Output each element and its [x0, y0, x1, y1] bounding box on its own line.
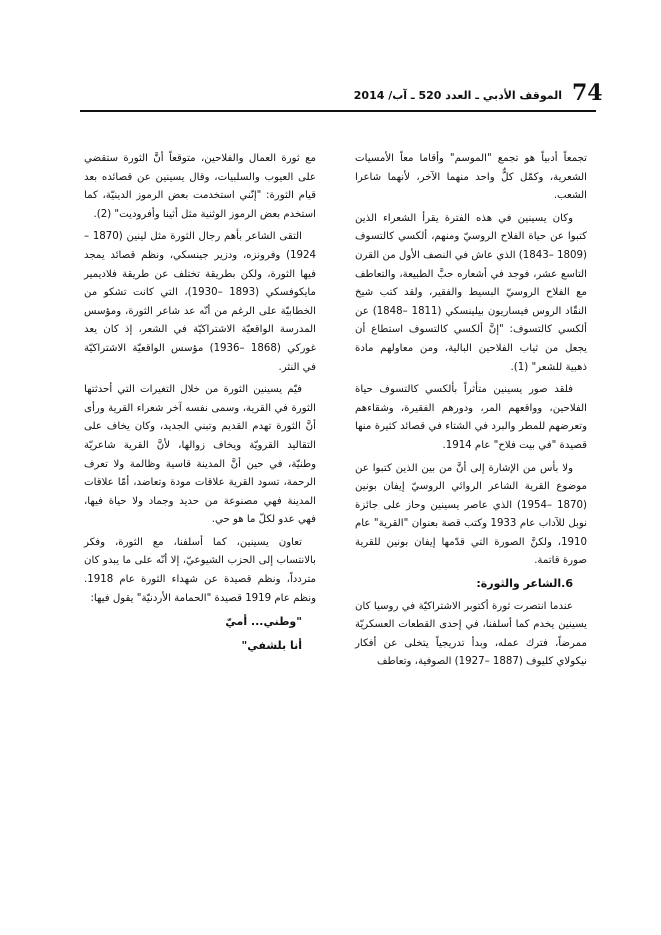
paragraph: عندما انتصرت ثورة أكتوبر الاشتراكيّة في روسيا كان يسينين يخدم كما أسلفنا، في إحدى القطعات العسكريّة ممرضاً، فترك عمله، وبدأ تدريجياً يتخلى عن أفكار نيكولاي كليوف (1887 –1927) الصوفية، وتعاطف: [355, 600, 587, 668]
paragraph: التقى الشاعر بأهم رجال الثورة مثل لينين (1870 –1924) وفرونزه، ودزير جينسكي، ونظم قصائد يمجد فيها الثورة، ولكن بطريقة تختلف عن طريقة فلاديمير مايكوفسكي (1893 –1930)، التي كانت تشكو من الخطابيّة على الرغم من أنّه عد شاعر الثورة، ومؤسس المدرسة الواقعيّة الاشتراكيّة في الشعر، إذ كان يعد غوركي (1868 –1936) مؤسس الواقعيّة الاشتراكيّة في النثر.: [84, 231, 316, 373]
right-column: [355, 150, 587, 676]
paragraph: وكان يسينين في هذه الفترة يقرأ الشعراء الذين كتبوا عن حياة الفلاح الروسيّ ومنهم، ألكسي كالتسوف (1809 –1843) الذي عاش في النصف الأول من القرن التاسع عشر، فوجد في أشعاره حبَّ الطبيعة، والتعاطف مع الفلاح الروسيّ البسيط والفقير، ولقد كتب شيخ النقّاد الروس فيساريون بيلينسكي (1811 –1848) عن ألكسي كالتسوف: "إنَّ ألكسي كالتسوف استطاع أن يجعل من ثياب الفلاحين البالية، ومن معاولهم مادة ذهبية للشعر" (1).: [355, 212, 587, 373]
page-number: 74: [572, 80, 603, 106]
paragraph: فلقد صور يسينين متأثراً بألكسي كالتسوف حياة الفلاحين، وواقعهم المر، ودورهم الفقيرة، وشقاءهم وتعرضهم للمطر والبرد في الشتاء في قصائد كثيرة منها قصيدة "في بيت فلاح" عام 1914.: [355, 384, 587, 451]
paragraph: تعاون يسينين، كما أسلفنا، مع الثورة، وفكر بالانتساب إلى الحزب الشيوعيّ، إلا أنّه على ما يبدو كان متردداً، ونظم قصيدة عن شهداء الثورة عام 1918. ونظم عام 1919 قصيدة "الحمامة الأردنيّة" يقول فيها:: [84, 536, 316, 604]
paragraph: فيّم يسينين الثورة من خلال التغيرات التي أحدثتها الثورة في القرية، وسمى نفسه آخر شعراء القرية ورأى أنَّ الثورة تهدم القديم وتبني الجديد، وكان يخاف على التقاليد القرويّة ويخاف زوالها، لأنَّ القرية شاعريّة وطنيّة، في حين أنَّ المدينة قاسية وظالمة ولا تعرف الرحمة، تسود القرية علاقات مودة وتعاضد، أمّا علاقات المدينة فهي مصنوعة من حديد وجماد ولا حياة فيها، فهي عدو لكلّ ما هو حي.: [84, 384, 316, 526]
verse-line: "وطني... أميّ: [225, 615, 302, 629]
header-rule: [80, 110, 596, 112]
section-heading: 6.الشاعر والثورة:: [476, 577, 573, 591]
page-header: [80, 80, 603, 108]
paragraph: ولا بأس من الإشارة إلى أنَّ من بين الذين كتبوا عن موضوع القرية الشاعر الروائي الروسيّ إيفان بونين (1870 –1954) الذي عاصر يسينين وحاز على جائزة نوبل للآداب عام 1933 وكتب قصة بعنوان "القرية" عام 1910، ولكنَّ الصورة التي قدّمها إيفان بونين للقرية صورة قاتمة.: [355, 462, 587, 567]
left-column: [84, 150, 316, 660]
verse-line: أنا بلشفي": [241, 639, 302, 653]
paragraph: تجمعاً أدبياً هو تجمع "الموسم" وأقاما معاً الأمسيات الشعرية، وكمّل كلٌّ واحد منهما الآخر، لأنهما شاعرا الشعب.: [355, 153, 587, 202]
paragraph: مع ثورة العمال والفلاحين، متوقعاً أنَّ الثورة ستقضي على العيوب والسلبيات، وقال يسينين عن قصائده بعد قيام الثورة: "إنّني استخدمت بعض الرموز الدينيّة، كما استخدم بعض الرموز الوثنية مثل أثينا وأفروديت" (2).: [84, 153, 316, 220]
masthead: الموقف الأدبي ـ العدد 520 ـ آب/ 2014: [353, 89, 562, 102]
